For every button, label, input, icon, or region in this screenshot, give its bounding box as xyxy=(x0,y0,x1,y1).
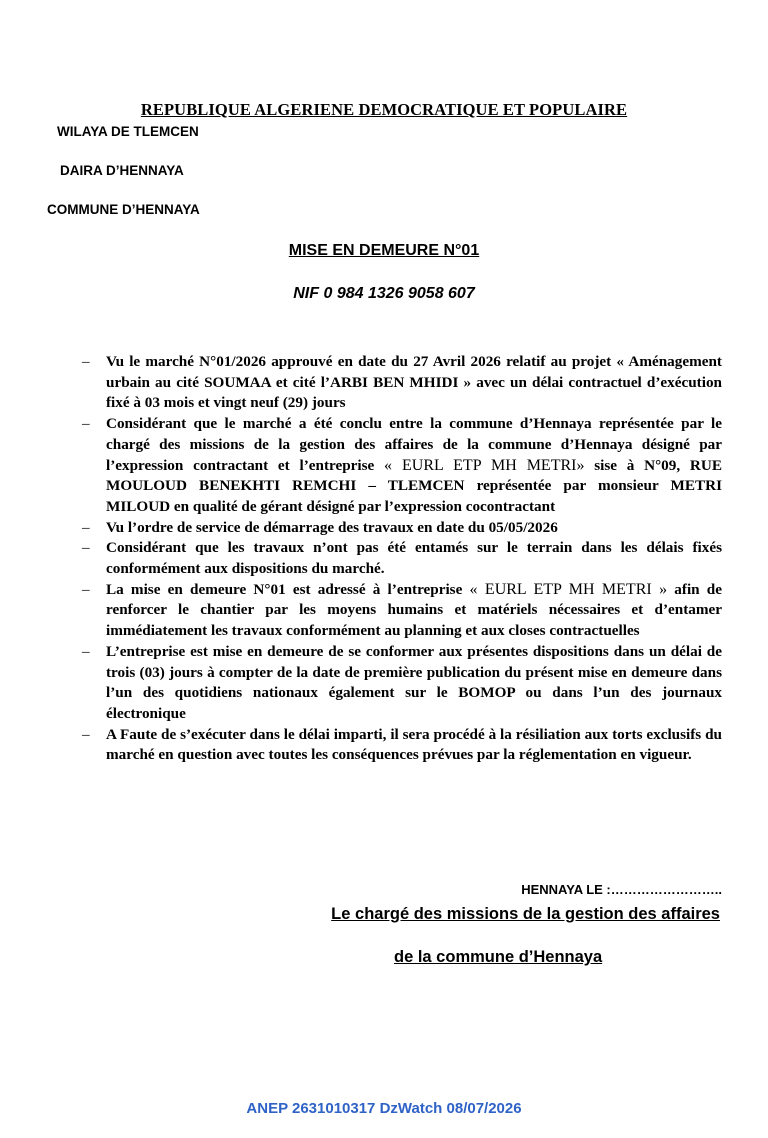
clause-item xyxy=(82,518,722,539)
clause-item xyxy=(82,725,722,766)
clause-item xyxy=(82,538,722,579)
clause-text: Vu le marché N°01/2026 approuvé en date du 27 Avril 2026 relatif au projet « Aménagement urbain au cité SOUMAA et cité l’ARBI BEN MHIDI » avec un délai contractuel d’exécution fixé à 03 mois et vingt neuf (29) jours xyxy=(106,353,722,412)
company-name: « EURL ETP MH METRI » xyxy=(469,580,668,598)
company-name: « EURL ETP MH METRI» xyxy=(384,456,585,474)
document-title: MISE EN DEMEURE N°01 xyxy=(288,242,480,259)
republic-heading: REPUBLIQUE ALGERIENE DEMOCRATIQUE ET POPULAIRE xyxy=(140,100,628,119)
wilaya-label: WILAYA DE TLEMCEN xyxy=(57,124,199,139)
clause-text: sise à N°09, RUE MOULOUD BENEKHTI REMCHI – TLEMCEN représentée par monsieur METRI MILOUD en qualité de gérant désigné par l’expression cocontractant xyxy=(106,456,722,515)
daira-label: DAIRA D’HENNAYA xyxy=(60,163,184,178)
clause-text: Vu l’ordre de service de démarrage des travaux en date du 05/05/2026 xyxy=(106,518,558,536)
date-line: HENNAYA LE :…………………….. xyxy=(521,882,722,897)
clause-text: La mise en demeure N°01 est adressé à l’entreprise xyxy=(106,580,470,598)
clause-text: Considérant que le marché a été conclu entre la commune d’Hennaya représentée par le chargé des missions de la gestion des affaires de la commune d’Hennaya désigné par l’expression contractant et l’entreprise xyxy=(106,415,722,474)
clause-text: Considérant que les travaux n’ont pas été entamés sur le terrain dans les délais fixés conformément aux dispositions du marché. xyxy=(106,539,722,578)
clauses-list xyxy=(82,352,722,766)
clause-item xyxy=(82,580,722,642)
clause-text: afin de renforcer le chantier par les moyens humains et matériels nécessaires et d’entamer immédiatement les travaux conformément au planning et aux closes contractuelles xyxy=(106,580,722,640)
clause-item xyxy=(82,642,722,725)
commune-label: COMMUNE D’HENNAYA xyxy=(47,202,200,217)
signatory-title-line1: Le chargé des missions de la gestion des affaires xyxy=(331,905,720,923)
clause-item xyxy=(82,414,722,518)
nif-number: NIF 0 984 1326 9058 607 xyxy=(293,285,475,302)
signatory-title-line2: de la commune d’Hennaya xyxy=(394,948,603,966)
clause-item xyxy=(82,352,722,414)
publication-footer: ANEP 2631010317 DzWatch 08/07/2026 xyxy=(246,1100,522,1117)
clause-text: A Faute de s’exécuter dans le délai imparti, il sera procédé à la résiliation aux torts exclusifs du marché en question avec toutes les conséquences prévues par la réglementation en vigueur. xyxy=(106,725,722,764)
clause-text: L’entreprise est mise en demeure de se conformer aux présentes dispositions dans un délai de trois (03) jours à compter de la date de première publication du présent mise en demeure dans l’un des quotidiens nationaux également sur le BOMOP ou dans l’un des journaux électronique xyxy=(106,642,722,722)
